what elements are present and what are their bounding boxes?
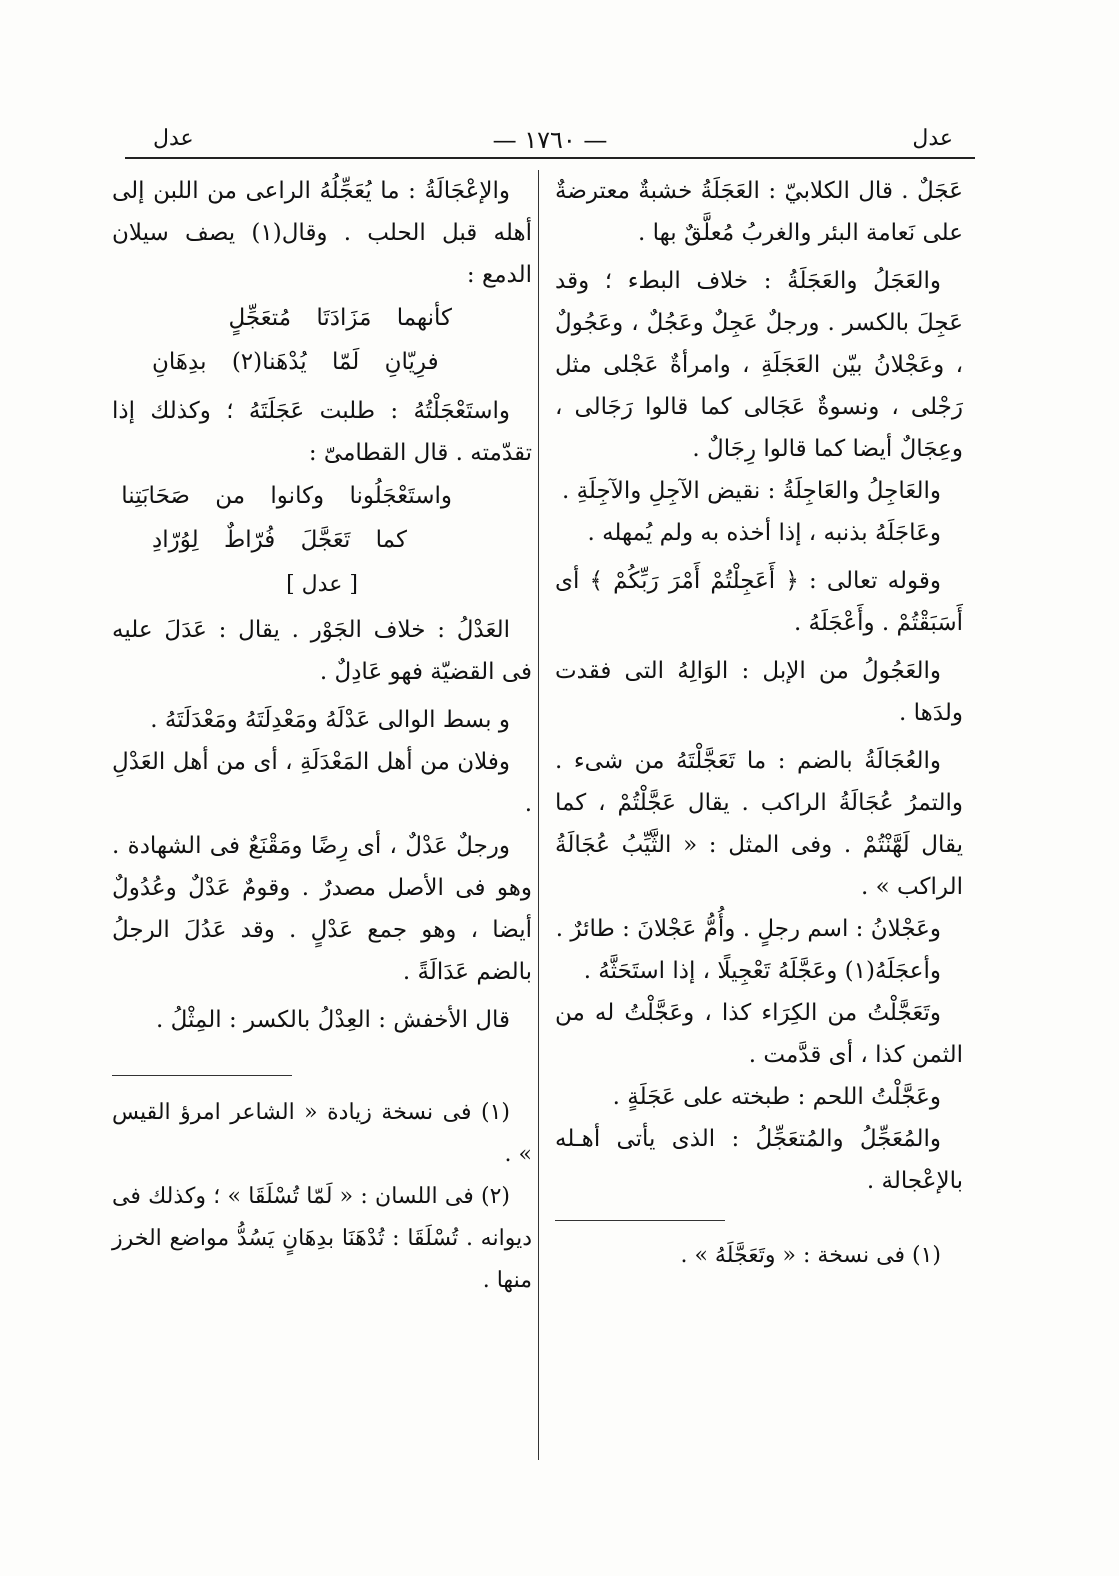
page-header [125, 122, 975, 158]
paragraph: و بسط الوالى عَدْلَهُ ومَعْدِلَتَهُ ومَعْدَلَتَهُ . [150, 707, 510, 733]
running-headword-right: عدل [912, 126, 953, 151]
paragraph: عَجَلٌ . قال الكلابيّ : العَجَلَةُ خشبةٌ معترضةٌ على نَعامة البئر والغربُ مُعلَّقٌ بها . [555, 178, 963, 246]
paragraph: والعَاجِلُ والعَاجِلَةُ : نقيض الآجِلِ والآجِلَةِ . [561, 478, 941, 504]
paragraph: وفلان من أهل المَعْدَلَةِ ، أى من أهل العَدْلِ . [112, 749, 532, 817]
verse-line: كما تَعَجَّلَ فُرّاطٌ لِوُرّادِ [152, 527, 407, 553]
paragraph: والعَجَلُ والعَجَلَةُ : خلاف البطء ؛ وقد عَجِلَ بالكسر . ورجلٌ عَجِلٌ وعَجُلٌ ، وعَجُولٌ ، وعَجْلانُ بيّن العَجَلَةِ ، وامرأةٌ عَجْلى مثل رَجْلى ، ونسوةٌ عَجَالى كما قالوا رَجَالى ، وعِجَالٌ أيضا كما قالوا رِجَالٌ . [555, 268, 963, 462]
verse-line: كأنهما مَزَادَتَا مُتعَجِّلٍ [228, 305, 452, 331]
verse-line: فرِيّانِ لَمّا يُدْهَنا(٢) بدِهَانِ [152, 349, 439, 375]
paragraph: قال الأخفش : العِدْلُ بالكسر : المِثْلُ . [155, 1007, 510, 1033]
paragraph: والعَجُولُ من الإبل : الوَالِهُ التى فقدت ولدَها . [555, 658, 963, 726]
footnote: (١) فى نسخة زيادة « الشاعر امرؤ القيس » . [112, 1100, 532, 1167]
paragraph: وعَجْلانُ : اسم رجلٍ . وأُمُّ عَجْلانَ : طائرٌ . [555, 916, 941, 942]
paragraph: وأعجَلَهُ(١) وعَجَّلَهُ تَعْجِيلًا ، إذا استَحَثَّهُ . [583, 958, 941, 984]
paragraph: والإعْجَالَةُ : ما يُعَجِّلُهُ الراعى من اللبن إلى أهله قبل الحلب . وقال(١) يصف سيلان الدمع : [112, 178, 532, 288]
footnote-rule [555, 1220, 725, 1221]
paragraph: العَدْلُ : خلاف الجَوْر . يقال : عَدَلَ عليه فى القضيّة فهو عَادِلٌ . [112, 617, 532, 685]
page-number: — ١٧٦٠ — [492, 126, 608, 154]
entry-heading: [ عدل ] [286, 572, 358, 597]
verse-line: واستَعْجَلُونا وكانوا من صَحَابَتِنا [121, 483, 452, 509]
footnote-rule [112, 1075, 292, 1076]
paragraph: وتَعَجَّلْتُ من الكِرَاء كذا ، وعَجَّلْتُ له من الثمن كذا ، أى قدَّمت . [555, 1000, 963, 1068]
paragraph: وقوله تعالى : ﴿ أَعَجِلْتُمْ أَمْرَ رَبِّكُمْ ﴾ أى أَسَبَقْتُمْ . وأَعْجَلَهُ . [555, 568, 963, 636]
paragraph: والعُجَالَةُ بالضم : ما تَعَجَّلْتَهُ من شىء . والتمرُ عُجَالَةُ الراكب . يقال عَجَّلْتُمْ ، كما يقال لَهَّنْتُمْ . وفى المثل : « الثَّيِّبُ عُجَالَةُ الراكب » . [555, 748, 963, 900]
right-column [555, 170, 963, 1277]
header-rule [125, 157, 975, 159]
footnote: (١) فى نسخة : « وتَعَجَّلَهُ » . [680, 1243, 941, 1268]
paragraph: واستَعْجَلْتُهُ : طلبت عَجَلَتَهُ ؛ وكذلك إذا تقدّمته . قال القطامىّ : [112, 398, 532, 466]
running-headword-left: عدل [153, 126, 194, 151]
footnote: (٢) فى اللسان : « لَمّا تُسْلَقَا » ؛ وكذلك فى ديوانه . تُسْلَقَا : تُدْهَنَا بدِهَانٍ يَسُدُّ مواضع الخرز منها . [112, 1184, 532, 1293]
paragraph: والمُعَجِّلُ والمُتعَجِّلُ : الذى يأتى أهـله بالإعْجالة . [555, 1126, 963, 1194]
left-column [112, 170, 532, 1302]
paragraph: وعَجَّلْتُ اللحم : طبخته على عَجَلَةٍ . [612, 1084, 941, 1110]
paragraph: ورجلٌ عَدْلٌ ، أى رِضًا ومَقْنَعٌ فى الشهادة . وهو فى الأصل مصدرٌ . وقومٌ عَدْلٌ وعُدُولٌ أيضا ، وهو جمع عَدْلٍ . وقد عَدُلَ الرجلُ بالضم عَدَالَةً . [112, 833, 532, 985]
paragraph: وعَاجَلَهُ بذنبه ، إذا أخذه به ولم يُمهله . [587, 520, 941, 546]
column-divider [538, 170, 539, 1460]
